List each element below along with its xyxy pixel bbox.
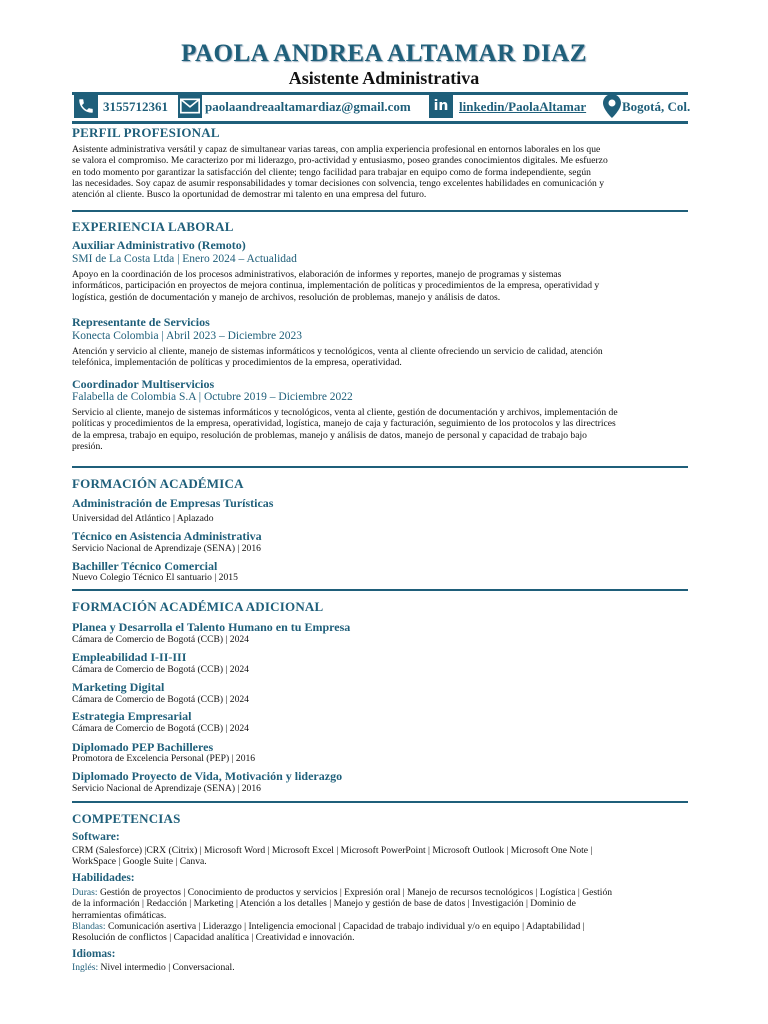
duras-label: Duras: [72,887,98,898]
job-description-line: políticas y procedimientos de la empresa, operatividad, logística, manejo de caja y facturación, seguimiento de los protocolos y las directrices [72,418,616,430]
job-description-line: informáticos, participación en proyectos de mejora continua, implementación de políticas y procedimientos de la empresa, operatividad y [72,280,600,292]
idiomas-label: Idiomas: [72,948,116,960]
linkedin-icon: in [429,94,453,118]
education-detail: Nuevo Colegio Técnico El santuario | 2015 [72,572,238,583]
section-divider [72,210,688,212]
course-title: Planea y Desarrolla el Talento Humano en tu Empresa [72,620,351,634]
section-heading-additional: FORMACIÓN ACADÉMICA ADICIONAL [72,599,324,614]
section-heading-education: FORMACIÓN ACADÉMICA [72,476,244,491]
education-detail: Universidad del Atlántico | Aplazado [72,513,214,524]
job-description [72,346,688,369]
location-pin-icon [603,94,621,122]
course-title: Estrategia Empresarial [72,709,192,723]
job-title: Coordinador Multiservicios [72,377,215,391]
phone-number[interactable]: 3155712361 [103,99,168,114]
section-divider [72,466,688,468]
job-description-line: Servicio al cliente, manejo de sistemas informáticos y tecnológicos, venta al cliente, gestión de documentación y archivos, implementación de [72,407,618,418]
blandas-line: Comunicación asertiva | Liderazgo | Inteligencia emocional | Capacidad de trabajo individual y/o en equipo | Adaptabilidad | [105,921,585,932]
candidate-role: Asistente Administrativa [288,68,480,88]
contact-bar [72,94,692,122]
education-title: Bachiller Técnico Comercial [72,559,218,573]
languages [72,962,688,973]
course-title: Empleabilidad I-II-III [72,650,187,664]
habilidades-label: Habilidades: [72,872,135,884]
software-label: Software: [72,831,120,843]
course-detail: Cámara de Comercio de Bogotá (CCB) | 2024 [72,664,249,675]
job-description-line: presión. [72,440,103,452]
job-description-line: logística, gestión de documentación y manejo de archivos, resolución de problemas, manejo y análisis de datos. [72,291,501,303]
course-detail: Cámara de Comercio de Bogotá (CCB) | 2024 [72,634,249,645]
course-detail: Servicio Nacional de Aprendizaje (SENA) | 2016 [72,783,261,794]
job-description-line: Atención y servicio al cliente, manejo de sistemas informáticos y tecnológicos, venta al cliente ofreciendo un servicio de calidad, atención [72,346,603,357]
job-description-line: de la empresa, trabajo en equipo, resolución de problemas, manejo y análisis de datos, manejo de personal y capacidad de trabajo bajo [72,429,587,441]
profile-line: en todo momento por garantizar la satisfacción del cliente; tengo facilidad para trabajar en equipo como de forma independiente, según [72,166,591,178]
candidate-name: PAOLA ANDREA ALTAMAR DIAZ [181,40,587,67]
course-title: Marketing Digital [72,680,165,694]
phone-icon [74,94,98,118]
profile-summary [72,144,688,200]
duras-line: Gestión de proyectos | Conocimiento de productos y servicios | Expresión oral | Manejo de recursos tecnológicos | Logística | Gestión [97,887,613,898]
blandas-label: Blandas: [72,921,106,932]
software-list [72,845,688,868]
section-divider [72,801,688,803]
profile-line: atención al cliente. Busco la oportunidad de demostrar mi talento en una empresa del futuro. [72,189,427,201]
course-detail: Promotora de Excelencia Personal (PEP) | 2016 [72,753,256,764]
education-title: Técnico en Asistencia Administrativa [72,529,262,543]
software-line: WorkSpace | Google Suite | Canva. [72,856,207,868]
job-description [72,269,688,303]
section-heading-experience: EXPERIENCIA LABORAL [72,219,234,234]
blandas-line: Resolución de conflictos | Capacidad analítica | Creatividad e innovación. [72,932,355,944]
hard-skills [72,887,688,921]
section-divider [72,589,688,591]
duras-line: de la información | Redacción | Marketing | Atención a los detalles | Manejo y gestión de base de datos | Investigación | Dominio de [72,898,576,910]
job-description-line: Apoyo en la coordinación de los procesos administrativos, elaboración de informes y reportes, manejo de programas y sistemas [72,269,562,280]
job-description [72,407,688,452]
job-description-line: telefónica, implementación de políticas y procedimientos de la empresa, operatividad. [72,357,402,369]
linkedin-link[interactable]: linkedin/PaolaAltamar [459,99,587,114]
ingles-value: Nivel intermedio | Conversacional. [98,962,235,973]
section-heading-profile: PERFIL PROFESIONAL [72,125,220,140]
profile-line: se valora el compromiso. Me caracterizo por mi liderazgo, pro-actividad y entusiasmo, poseo grandes conocimientos digitales. Me esfuerzo [72,155,608,167]
course-title: Diplomado PEP Bachilleres [72,740,214,754]
job-title: Representante de Servicios [72,315,210,329]
course-detail: Cámara de Comercio de Bogotá (CCB) | 2024 [72,694,249,705]
course-title: Diplomado Proyecto de Vida, Motivación y liderazgo [72,769,343,783]
profile-line: Asistente administrativa versátil y capaz de simultanear varias tareas, con amplia experiencia profesional en entornos laborales en los que [72,144,601,155]
education-title: Administración de Empresas Turísticas [72,496,274,510]
duras-line: herramientas ofimáticas. [72,909,167,921]
location-text: Bogotá, Col. [622,99,691,114]
profile-line: las necesidades. Soy capaz de asumir responsabilidades y tomar decisiones con solvencia, tengo excelentes habilidades en comunicación y [72,177,605,189]
education-detail: Servicio Nacional de Aprendizaje (SENA) | 2016 [72,543,261,554]
job-company: Konecta Colombia | Abril 2023 – Diciembre 2023 [72,330,303,342]
software-line: CRM (Salesforce) |CRX (Citrix) | Microsoft Word | Microsoft Excel | Microsoft PowerPoint | Microsoft Outlook | Microsoft One Note | [72,845,593,856]
job-company: SMI de La Costa Ltda | Enero 2024 – Actualidad [72,253,297,265]
section-heading-skills: COMPETENCIAS [72,811,181,826]
mail-icon [178,94,202,118]
course-detail: Cámara de Comercio de Bogotá (CCB) | 2024 [72,723,249,734]
email-address[interactable]: paolaandreaaltamardiaz@gmail.com [205,99,411,114]
header-rule-bottom [72,121,688,124]
job-company: Falabella de Colombia S.A | Octubre 2019 – Diciembre 2022 [72,391,353,403]
job-title: Auxiliar Administrativo (Remoto) [72,238,246,252]
ingles-label: Inglés: [72,962,99,973]
soft-skills [72,921,688,944]
